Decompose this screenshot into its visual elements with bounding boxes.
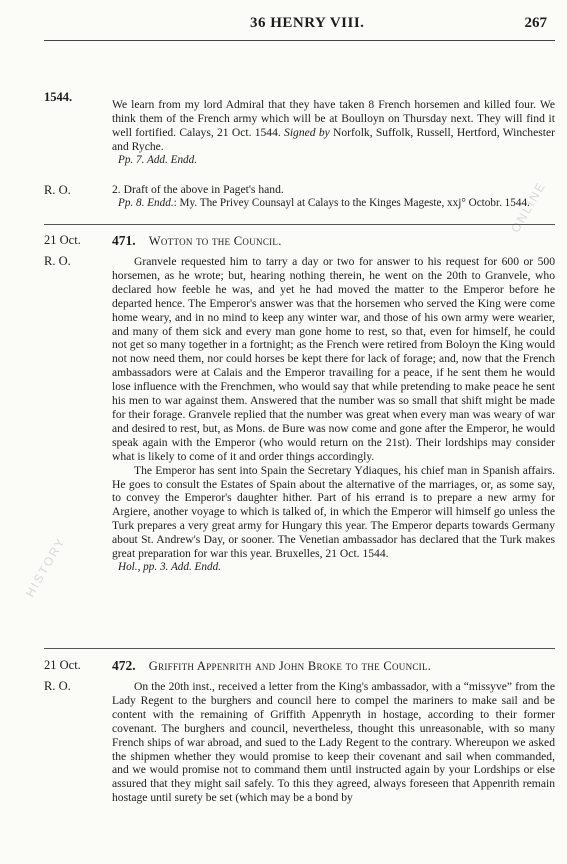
document-description: Pp. 7. Add. Endd. xyxy=(118,153,198,166)
entry-471-body xyxy=(112,255,555,574)
document-description xyxy=(112,197,555,210)
entry-number: 471. xyxy=(112,233,136,248)
margin-date: 21 Oct. xyxy=(44,658,81,672)
page-number: 267 xyxy=(524,15,547,31)
margin-source: R. O. xyxy=(44,679,71,693)
entry-470-item-2 xyxy=(112,183,555,210)
running-head xyxy=(0,15,567,39)
watermark: ONLINE xyxy=(508,178,549,236)
body-text: We learn from my lord Admiral that they have taken 8 French horsemen and killed four. We think them of the French army which will be at Boulloyn on Thursday next. They will find it well fortified. Calays, 21 Oct. 1544. xyxy=(112,98,555,139)
header-rule xyxy=(44,40,555,41)
entry-divider xyxy=(44,648,555,649)
entry-472-body xyxy=(112,680,555,805)
running-title: 36 HENRY VIII. xyxy=(250,15,365,31)
signed-label: Signed by xyxy=(284,125,330,139)
entry-heading xyxy=(112,658,555,674)
body-paragraph: Granvele requested him to tarry a day or two for answer to his request for 600 or 500 horsemen, as he wrote; but, hearing nothing therein, he went on the 20th to Granvele, who declared how feeble he was, and yet he had moved the matter to the Emperor before he departed hence. The Emperor's answer was that the horsemen who served the King were come home weary, and in no mind to keep any winter war, and those of his own army were wearier, and many of them sick and every man gone home to rest, so that, even for himself, he could not get so many together in a fortnight; as the French were retired from Boloyn the King would not now need them, nor could horses be kept there for lack of forage; and, now that the French ambassadors were at Calais and the Emperor travailing for a peace, if he sent them he would lose influence with the Frenchmen, who would say that while pretending to make peace he sent his men to war against them. Answered that the number was so small that shift might be made for their forage. Granvele replied that the number was great when every man was weary of war and desired to rest, but, as Mons. de Bure was now come and gone after the Emperor, he would speak again with the Emperor (who would return on the 21st). Their lordships may consider what is likely to come of it and order things accordingly. xyxy=(112,255,555,463)
body-paragraph: On the 20th inst., received a letter from the King's ambassador, with a “missyve” from the Lady Regent to the burghers and council here to compel the mariners to make sail and be content with the remaining of Griffith Appenryth in hostage, according to their former covenant. The burghers and council, nevertheless, thought this unreasonable, with so many French ships of war abroad, and sued to the Lady Regent to the contrary. Whereupon we asked the shipmen whether they would promise to keep their covenant and sail when commanded, and we would promise not to command them until instructed again by your Lordships or else assured that they might sail safely. To this they agreed, always foreseen that Appenrith remain hostage until surety be set (which may be a bond by xyxy=(112,680,555,805)
watermark: HISTORY xyxy=(22,534,69,600)
margin-date: 21 Oct. xyxy=(44,233,81,247)
item-text: 2. Draft of the above in Paget's hand. xyxy=(112,183,284,196)
entry-number: 472. xyxy=(112,658,136,673)
margin-source: R. O. xyxy=(44,183,71,197)
margin-year: 1544. xyxy=(44,90,73,104)
margin-source: R. O. xyxy=(44,254,71,268)
entry-title: Griffith Appenrith and John Broke to the Council. xyxy=(148,659,432,673)
signatories: Norfolk, Suffolk, Russell, Hertford, Winchester and Ryche. xyxy=(112,125,555,153)
document-description: Hol., pp. 3. Add. Endd. xyxy=(118,560,221,573)
body-paragraph: The Emperor has sent into Spain the Secretary Ydiaques, his chief man in Spanish affairs. He goes to consult the Estates of Spain about the alternative of the marriages, or, as some say, to convey the Emperor's daughter hither. Part of his errand is to prepare a new army for Argiere, another voyage to which is talked of, in which the Emperor will himself go unless the Turk prepares a very great army for Hungary this year. The Emperor departs towards Germany about St. Andrew's Day, or sooner. The Venetian ambassador has declared that the Turk makes great preparation for war this year. Bruxelles, 21 Oct. 1544. xyxy=(112,463,555,561)
description-label: Pp. 8. Endd. xyxy=(118,196,174,209)
entry-title: Wotton to the Council. xyxy=(148,234,282,248)
entry-divider xyxy=(44,224,555,225)
body-paragraph xyxy=(112,98,555,154)
entry-heading xyxy=(112,233,555,249)
endorsement-text: : My. The Privey Counsayl at Calays to the Kinges Mageste, xxj° Octobr. 1544. xyxy=(173,196,530,209)
entry-470-continuation xyxy=(112,98,555,167)
